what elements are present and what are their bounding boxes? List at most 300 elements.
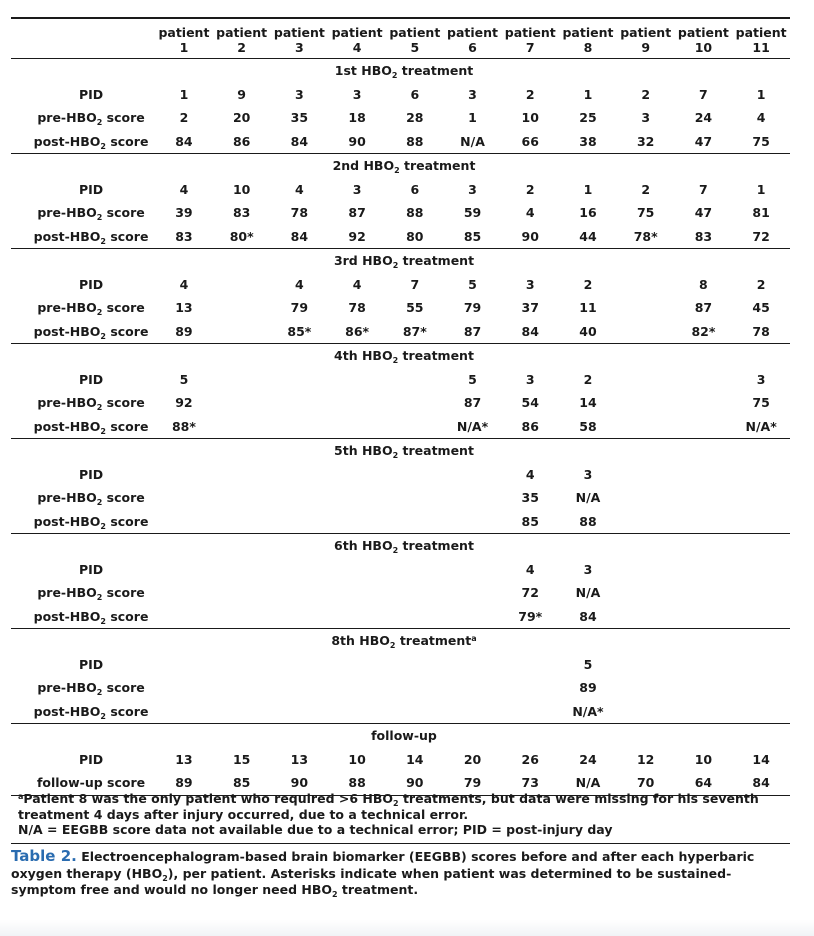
table-row bbox=[11, 700, 790, 724]
caption-tag: Table 2. bbox=[11, 847, 77, 865]
table-row bbox=[11, 653, 790, 677]
header-patient-9 bbox=[617, 20, 675, 59]
section-header-row bbox=[11, 344, 790, 368]
row-label-label-pre: post-HBO bbox=[33, 513, 101, 529]
section-title-title-pre: 1st HBO bbox=[334, 63, 392, 79]
table-cell bbox=[617, 391, 675, 415]
table-cell: 84 bbox=[271, 225, 329, 249]
table-cell: 7 bbox=[410, 276, 420, 292]
row-label-label-post: score bbox=[105, 513, 149, 529]
row-label-label-pre: pre-HBO bbox=[37, 395, 97, 411]
section-title-title-pre: follow-up bbox=[371, 728, 437, 744]
caption-subscript-1: 2 bbox=[162, 873, 168, 883]
table-cell bbox=[328, 368, 386, 392]
table-cell bbox=[675, 486, 733, 510]
row-label-label-pre: PID bbox=[78, 656, 104, 672]
table-cell bbox=[271, 368, 329, 392]
table-cell bbox=[444, 463, 502, 487]
section-title-title-post: treatment bbox=[398, 253, 475, 269]
row-label-label-sub: 2 bbox=[96, 593, 103, 603]
section-title-title-sup: a bbox=[471, 634, 477, 644]
table-cell: 2 bbox=[179, 110, 189, 126]
row-label-label-post: score bbox=[102, 680, 145, 696]
table-cell bbox=[617, 510, 675, 534]
table-cell bbox=[675, 510, 733, 534]
table-cell: N/A* bbox=[559, 700, 617, 724]
table-row bbox=[11, 748, 790, 772]
table-row bbox=[11, 225, 790, 249]
table-cell bbox=[444, 653, 502, 677]
section-header-row bbox=[11, 154, 790, 178]
table-cell: 14 bbox=[579, 395, 597, 411]
row-label-label-pre: PID bbox=[78, 371, 104, 387]
table-cell: 28 bbox=[406, 110, 424, 126]
table-cell bbox=[271, 605, 329, 629]
header-patient-word: patient bbox=[735, 24, 787, 40]
table-cell: 88 bbox=[328, 771, 386, 795]
table-cell bbox=[732, 486, 790, 510]
table-cell: 10 bbox=[521, 110, 539, 126]
table-cell: 85 bbox=[501, 510, 559, 534]
table-cell: 75 bbox=[732, 130, 790, 154]
footnote-na: N/A = EEGBB score data not available due to a technical error; PID = post-injury day bbox=[18, 822, 613, 837]
table-cell: 16 bbox=[579, 205, 597, 221]
table-cell bbox=[328, 581, 386, 605]
table-cell: 3 bbox=[525, 371, 535, 387]
table-cell bbox=[155, 605, 213, 629]
table-cell bbox=[271, 463, 329, 487]
table-cell: 89 bbox=[579, 680, 597, 696]
table-cell bbox=[271, 581, 329, 605]
table-cell: 75 bbox=[752, 395, 770, 411]
section-title bbox=[11, 59, 790, 83]
table-cell bbox=[386, 700, 444, 724]
row-label-label-sub: 2 bbox=[100, 141, 106, 151]
row-label-label-sub: 2 bbox=[100, 521, 106, 531]
row-label-label-sub: 2 bbox=[100, 711, 106, 721]
table-row bbox=[11, 368, 790, 392]
header-patient-5 bbox=[386, 20, 444, 59]
table-cell bbox=[386, 676, 444, 700]
section-title-title-sub: 2 bbox=[392, 261, 399, 271]
table-cell bbox=[213, 581, 271, 605]
table-cell: 78 bbox=[732, 320, 790, 344]
row-label-label-pre: follow-up score bbox=[36, 775, 146, 791]
table-cell bbox=[155, 581, 213, 605]
row-label-label-pre: PID bbox=[78, 276, 104, 292]
table-cell: 88 bbox=[559, 510, 617, 534]
header-patient-1 bbox=[155, 20, 213, 59]
row-label-label-pre: pre-HBO bbox=[37, 585, 97, 601]
table-cell bbox=[617, 273, 675, 297]
table-cell bbox=[501, 653, 559, 677]
header-patient-8 bbox=[559, 20, 617, 59]
table-row bbox=[11, 581, 790, 605]
header-patient-word: patient bbox=[447, 24, 499, 40]
table-cell: 83 bbox=[155, 225, 213, 249]
table-cell: 25 bbox=[579, 110, 597, 126]
table-cell bbox=[213, 273, 271, 297]
header-patient-number: 4 bbox=[352, 39, 362, 55]
table-cell bbox=[328, 605, 386, 629]
caption-text-1: Electroencephalogram-based brain biomarker (EEGBB) scores before and after each hyperbaric oxygen therapy (HBO bbox=[11, 849, 755, 881]
table-cell: 78* bbox=[617, 225, 675, 249]
table-cell: 24 bbox=[579, 751, 597, 767]
table-cell: 90 bbox=[501, 225, 559, 249]
table-cell: N/A bbox=[559, 771, 617, 795]
table-cell: 6 bbox=[410, 86, 420, 102]
table-cell: 89 bbox=[155, 771, 213, 795]
table-cell: 84 bbox=[155, 130, 213, 154]
table-cell bbox=[386, 463, 444, 487]
section-title bbox=[11, 534, 790, 558]
table-row bbox=[11, 486, 790, 510]
table-cell bbox=[213, 510, 271, 534]
table-cell: 85* bbox=[271, 320, 329, 344]
table-cell: 20 bbox=[232, 110, 251, 126]
table-row bbox=[11, 296, 790, 320]
row-label-label-sub: 2 bbox=[96, 118, 103, 128]
table-cell: 73 bbox=[501, 771, 559, 795]
table-cell bbox=[444, 676, 502, 700]
row-label bbox=[11, 106, 155, 130]
row-label-label-sub: 2 bbox=[96, 213, 103, 223]
table-cell: 11 bbox=[579, 300, 597, 316]
section-title-title-sub: 2 bbox=[392, 451, 399, 461]
table-cell bbox=[155, 653, 213, 677]
section-title-title-post: treatment bbox=[397, 63, 474, 79]
table-cell bbox=[617, 320, 675, 344]
row-label-label-pre: PID bbox=[78, 751, 104, 767]
section-title bbox=[11, 249, 790, 273]
row-label bbox=[11, 273, 155, 297]
row-label bbox=[11, 296, 155, 320]
table-cell bbox=[213, 463, 271, 487]
header-patient-number: 2 bbox=[237, 39, 246, 55]
table-cell bbox=[732, 463, 790, 487]
table-cell bbox=[617, 605, 675, 629]
table-cell: 81 bbox=[752, 205, 770, 221]
table-cell bbox=[213, 558, 271, 582]
table-cell bbox=[213, 391, 271, 415]
row-label-label-pre: post-HBO bbox=[33, 323, 101, 339]
row-label-label-pre: post-HBO bbox=[33, 133, 101, 149]
table-row bbox=[11, 463, 790, 487]
table-cell: 35 bbox=[521, 490, 539, 506]
row-label-label-post: score bbox=[105, 323, 149, 339]
table-cell bbox=[213, 653, 271, 677]
table-caption bbox=[11, 848, 796, 899]
table-row bbox=[11, 178, 790, 202]
row-label bbox=[11, 605, 155, 629]
table-cell bbox=[675, 700, 733, 724]
footnote-a-text-1: Patient 8 was the only patient who required >6 HBO bbox=[23, 791, 394, 806]
table-cell: 4 bbox=[525, 205, 535, 221]
table-cell bbox=[617, 415, 675, 439]
table-cell bbox=[328, 653, 386, 677]
row-label bbox=[11, 510, 155, 534]
table-cell: 15 bbox=[232, 751, 251, 767]
table-row bbox=[11, 391, 790, 415]
row-label-label-sub: 2 bbox=[96, 498, 103, 508]
table-cell: 47 bbox=[694, 205, 713, 221]
table-cell bbox=[444, 605, 502, 629]
table-cell: 4 bbox=[352, 276, 362, 292]
header-patient-number: 11 bbox=[752, 39, 770, 55]
table-cell bbox=[444, 510, 502, 534]
row-label-label-post: score bbox=[102, 300, 145, 316]
table-cell bbox=[675, 605, 733, 629]
header-patient-11 bbox=[732, 20, 790, 59]
table-cell bbox=[732, 700, 790, 724]
table-cell bbox=[675, 391, 733, 415]
table-cell bbox=[617, 676, 675, 700]
table-cell: 4 bbox=[756, 110, 766, 126]
row-label-label-post: score bbox=[102, 490, 145, 506]
table-cell bbox=[617, 653, 675, 677]
footnote-a-text-2: treatments, but data were missing for his seventh treatment 4 days after injury occurred, due to a technical error. bbox=[18, 791, 759, 822]
section-title bbox=[11, 439, 790, 463]
row-label-label-pre: post-HBO bbox=[33, 418, 101, 434]
section-title-title-pre: 8th HBO bbox=[331, 633, 390, 649]
header-patient-word: patient bbox=[677, 24, 729, 40]
table-cell bbox=[386, 486, 444, 510]
table-cell: 78 bbox=[348, 300, 366, 316]
table-cell: N/A* bbox=[732, 415, 790, 439]
table-row bbox=[11, 320, 790, 344]
table-cell bbox=[617, 700, 675, 724]
footnote-a bbox=[18, 791, 798, 822]
row-label-label-sub: 2 bbox=[100, 236, 106, 246]
table-cell: 4 bbox=[525, 561, 535, 577]
header-patient-number: 6 bbox=[468, 39, 477, 55]
table-cell: 5 bbox=[583, 656, 593, 672]
table-cell: 86* bbox=[328, 320, 386, 344]
table-cell bbox=[732, 558, 790, 582]
row-label-label-sub: 2 bbox=[100, 331, 106, 341]
header-patient-number: 9 bbox=[641, 39, 651, 55]
row-label-label-post: score bbox=[105, 228, 149, 244]
table-cell: 13 bbox=[175, 751, 193, 767]
table-cell: 79* bbox=[501, 605, 559, 629]
row-label-label-post: score bbox=[105, 418, 149, 434]
table-cell: 84 bbox=[559, 605, 617, 629]
section-title-title-sub: 2 bbox=[392, 356, 399, 366]
table-cell: 3 bbox=[352, 86, 362, 102]
table-row bbox=[11, 201, 790, 225]
table-cell bbox=[213, 320, 271, 344]
row-label-label-pre: pre-HBO bbox=[37, 680, 97, 696]
table-cell: 79 bbox=[463, 300, 482, 316]
table-cell: 89 bbox=[155, 320, 213, 344]
table-cell: 38 bbox=[559, 130, 617, 154]
table-cell: 3 bbox=[583, 561, 593, 577]
table-cell bbox=[675, 463, 733, 487]
row-label-label-sub: 2 bbox=[100, 616, 106, 626]
table-cell: 54 bbox=[521, 395, 539, 411]
table-cell: 4 bbox=[295, 181, 304, 197]
row-label-label-post: score bbox=[102, 585, 145, 601]
row-label bbox=[11, 700, 155, 724]
table-cell: 3 bbox=[756, 371, 766, 387]
section-title-title-pre: 4th HBO bbox=[334, 348, 393, 364]
table-cell bbox=[386, 581, 444, 605]
table-cell: 7 bbox=[699, 181, 708, 197]
row-label-label-post: score bbox=[102, 395, 145, 411]
table-cell: N/A bbox=[575, 490, 601, 506]
header-patient-word: patient bbox=[389, 24, 441, 40]
table-cell: 79 bbox=[444, 771, 502, 795]
table-cell: 72 bbox=[732, 225, 790, 249]
table-cell: 58 bbox=[559, 415, 617, 439]
table-cell bbox=[213, 700, 271, 724]
table-cell: 1 bbox=[583, 181, 593, 197]
section-title-title-post: treatment bbox=[398, 538, 474, 554]
header-patient-number: 5 bbox=[410, 39, 420, 55]
table-cell: 85 bbox=[444, 225, 502, 249]
section-title bbox=[11, 724, 790, 748]
table-cell: 4 bbox=[179, 276, 189, 292]
section-header-row bbox=[11, 534, 790, 558]
table-cell: 90 bbox=[328, 130, 386, 154]
table-cell: 10 bbox=[694, 751, 713, 767]
table-cell bbox=[386, 558, 444, 582]
table-cell bbox=[444, 486, 502, 510]
caption-rule bbox=[11, 843, 790, 844]
table-cell: 1 bbox=[468, 110, 477, 126]
table-cell: 4 bbox=[179, 181, 189, 197]
table-cell: 84 bbox=[732, 771, 790, 795]
header-patient-7 bbox=[501, 20, 559, 59]
row-label-label-post: score bbox=[105, 608, 149, 624]
row-label bbox=[11, 83, 155, 107]
table-cell: 87 bbox=[444, 320, 502, 344]
table-cell bbox=[328, 510, 386, 534]
table-cell: 85 bbox=[213, 771, 271, 795]
table-cell: 1 bbox=[583, 86, 593, 102]
row-label-label-pre: PID bbox=[78, 466, 104, 482]
table-row bbox=[11, 676, 790, 700]
table-cell: 2 bbox=[525, 86, 535, 102]
table-cell bbox=[617, 558, 675, 582]
table-cell bbox=[155, 510, 213, 534]
table-cell bbox=[328, 558, 386, 582]
section-header-row bbox=[11, 724, 790, 748]
header-patient-word: patient bbox=[504, 24, 556, 40]
section-title-title-pre: 5th HBO bbox=[334, 443, 393, 459]
table-cell: 2 bbox=[525, 181, 535, 197]
table-cell: 1 bbox=[756, 86, 766, 102]
table-cell bbox=[155, 676, 213, 700]
row-label-label-pre: PID bbox=[78, 181, 104, 197]
row-label bbox=[11, 653, 155, 677]
table-cell: 84 bbox=[501, 320, 559, 344]
footnote-a-marker: a bbox=[18, 792, 24, 801]
table-cell: 39 bbox=[175, 205, 193, 221]
table-cell: 2 bbox=[583, 371, 593, 387]
row-label bbox=[11, 391, 155, 415]
row-label-label-sub: 2 bbox=[96, 308, 103, 318]
table-cell: 72 bbox=[521, 585, 539, 601]
table-cell: 3 bbox=[525, 276, 535, 292]
table-cell: 18 bbox=[348, 110, 366, 126]
table-cell: 5 bbox=[468, 276, 477, 292]
table-cell: 3 bbox=[352, 181, 362, 197]
table-cell: 1 bbox=[756, 181, 766, 197]
footnote-a-subscript: 2 bbox=[393, 799, 399, 808]
row-label bbox=[11, 581, 155, 605]
row-label bbox=[11, 463, 155, 487]
section-title-title-post: treatment bbox=[395, 633, 472, 649]
table-cell bbox=[617, 581, 675, 605]
table-cell: 83 bbox=[675, 225, 733, 249]
table-cell: N/A* bbox=[444, 415, 502, 439]
table-cell: 9 bbox=[237, 86, 246, 102]
table-cell bbox=[732, 510, 790, 534]
header-patient-word: patient bbox=[216, 24, 268, 40]
table-row bbox=[11, 130, 790, 154]
table-cell: 13 bbox=[175, 300, 193, 316]
table-cell: 13 bbox=[290, 751, 309, 767]
table-cell: 8 bbox=[699, 276, 708, 292]
table-cell bbox=[328, 415, 386, 439]
table-cell: 88 bbox=[386, 130, 444, 154]
table-cell bbox=[501, 700, 559, 724]
header-patient-word: patient bbox=[158, 24, 210, 40]
row-label-label-pre: pre-HBO bbox=[37, 110, 97, 126]
table-cell: 5 bbox=[179, 371, 189, 387]
table-cell bbox=[386, 653, 444, 677]
table-cell bbox=[386, 605, 444, 629]
table-cell: 1 bbox=[179, 86, 189, 102]
table-cell: 40 bbox=[559, 320, 617, 344]
row-label bbox=[11, 415, 155, 439]
section-title-title-post: treatment bbox=[398, 348, 474, 364]
table-cell bbox=[155, 558, 213, 582]
header-patient-number: 10 bbox=[694, 39, 713, 55]
table-row bbox=[11, 415, 790, 439]
header-row bbox=[11, 20, 790, 59]
table-cell: 12 bbox=[636, 751, 655, 767]
row-label bbox=[11, 130, 155, 154]
table-cell: 5 bbox=[468, 371, 477, 387]
table-cell: 55 bbox=[406, 300, 424, 316]
table-cell bbox=[444, 581, 502, 605]
table-cell: 10 bbox=[348, 751, 366, 767]
table-cell bbox=[328, 700, 386, 724]
row-label bbox=[11, 368, 155, 392]
table-cell: 75 bbox=[636, 205, 655, 221]
header-patient-word: patient bbox=[620, 24, 672, 40]
table-cell: 44 bbox=[559, 225, 617, 249]
table-cell: 3 bbox=[583, 466, 593, 482]
table-cell bbox=[328, 463, 386, 487]
table-cell: 90 bbox=[386, 771, 444, 795]
table-cell bbox=[155, 700, 213, 724]
table-cell bbox=[271, 676, 329, 700]
table-cell: 92 bbox=[175, 395, 193, 411]
table-cell bbox=[328, 486, 386, 510]
table-cell bbox=[675, 676, 733, 700]
header-patient-number: 8 bbox=[583, 39, 593, 55]
table-cell: 79 bbox=[290, 300, 309, 316]
row-label bbox=[11, 676, 155, 700]
table-cell bbox=[213, 605, 271, 629]
table-cell: 37 bbox=[521, 300, 539, 316]
table-cell: N/A bbox=[444, 130, 502, 154]
table-cell bbox=[444, 558, 502, 582]
table-cell: 3 bbox=[468, 86, 477, 102]
